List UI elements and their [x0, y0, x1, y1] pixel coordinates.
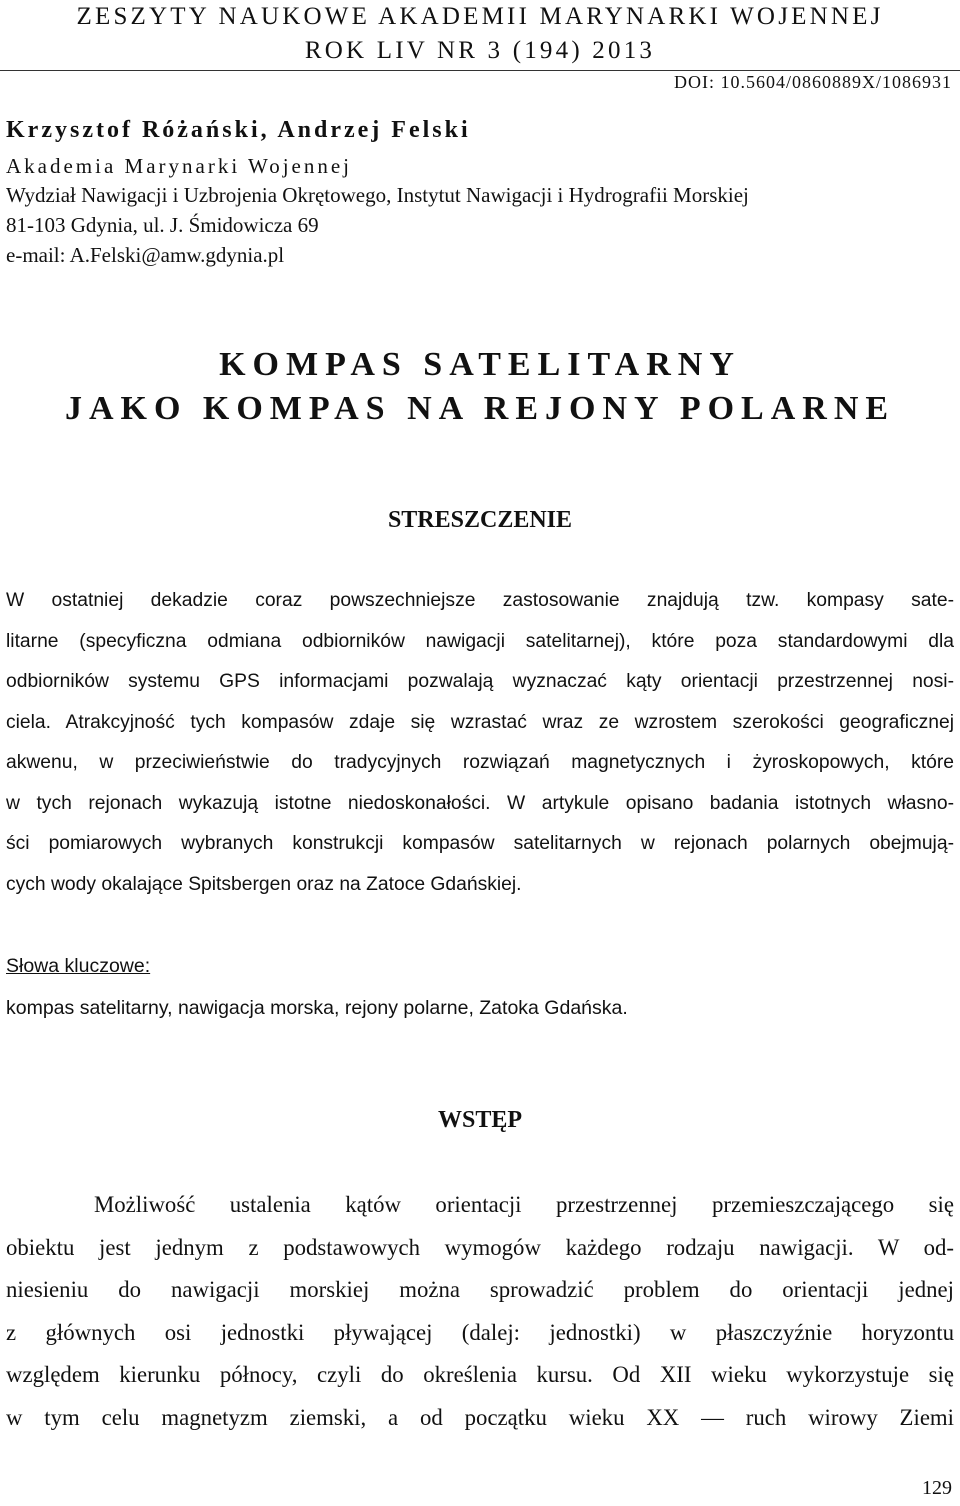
- author-names: Krzysztof Różański, Andrzej Felski: [6, 117, 471, 143]
- author-address: 81-103 Gdynia, ul. J. Śmidowicza 69: [6, 213, 319, 237]
- abstract-line: ciela. Atrakcyjność tych kompasów zdaje się wzrastać wraz ze wzrostem szerokości geograficznej: [6, 711, 954, 733]
- intro-line: Możliwość ustalenia kątów orientacji przestrzennej przemieszczającego się: [94, 1192, 954, 1217]
- abstract-line: W ostatniej dekadzie coraz powszechniejsze zastosowanie znajdują tzw. kompasy sate-: [6, 590, 954, 611]
- intro-body: [6, 1184, 954, 1439]
- journal-issue: ROK LIV NR 3 (194) 2013: [304, 37, 656, 64]
- author-email: e-mail: A.Felski@amw.gdynia.pl: [6, 243, 285, 267]
- intro-line: niesieniu do nawigacji morskiej można sprowadzić problem do orientacji jednej: [6, 1277, 954, 1302]
- article-title-line-2: JAKO KOMPAS NA REJONY POLARNE: [64, 390, 896, 427]
- article-title-line-1: KOMPAS SATELITARNY: [219, 346, 741, 383]
- abstract-heading: STRESZCZENIE: [387, 507, 573, 533]
- doi: DOI: 10.5604/0860889X/1086931: [674, 72, 952, 92]
- abstract-line: akwenu, w przeciwieństwie do tradycyjnych rozwiązań magnetycznych i żyroskopowych, które: [6, 752, 954, 773]
- author-department: Wydział Nawigacji i Uzbrojenia Okrętowego, Instytut Nawigacji i Hydrografii Morskiej: [6, 183, 749, 207]
- intro-line: względem kierunku północy, czyli do określenia kursu. Od XII wieku wykorzystuje się: [6, 1362, 954, 1387]
- page-number: 129: [922, 1477, 952, 1499]
- abstract-line: cych wody okalające Spitsbergen oraz na Zatoce Gdańskiej.: [6, 873, 522, 895]
- abstract-line: litarne (specyficzna odmiana odbiorników nawigacji satelitarnej), które poza standardowymi dla: [6, 630, 954, 652]
- intro-line: z głównych osi jednostki pływającej (dalej: jednostki) w płaszczyźnie horyzontu: [6, 1319, 954, 1345]
- journal-title: ZESZYTY NAUKOWE AKADEMII MARYNARKI WOJENNEJ: [76, 3, 884, 30]
- author-academy: Akademia Marynarki Wojennej: [6, 154, 353, 178]
- abstract-body: [6, 581, 954, 905]
- keywords-text: kompas satelitarny, nawigacja morska, rejony polarne, Zatoka Gdańska.: [6, 997, 628, 1019]
- abstract-line: ści pomiarowych wybranych konstrukcji kompasów satelitarnych w rejonach polarnych obejmują-: [6, 833, 954, 854]
- intro-line: obiektu jest jednym z podstawowych wymogów każdego rodzaju nawigacji. W od-: [6, 1234, 954, 1260]
- keywords-label: Słowa kluczowe:: [6, 955, 151, 977]
- abstract-line: odbiorników systemu GPS informacjami pozwalają wyznaczać kąty orientacji przestrzennej nosi-: [6, 671, 954, 692]
- intro-line: w tym celu magnetyzm ziemski, a od początku wieku XX — ruch wirowy Ziemi: [6, 1404, 954, 1430]
- abstract-line: w tych rejonach wykazują istotne niedoskonałości. W artykule opisano badania istotnych własno-: [6, 792, 954, 814]
- intro-heading: WSTĘP: [437, 1107, 523, 1133]
